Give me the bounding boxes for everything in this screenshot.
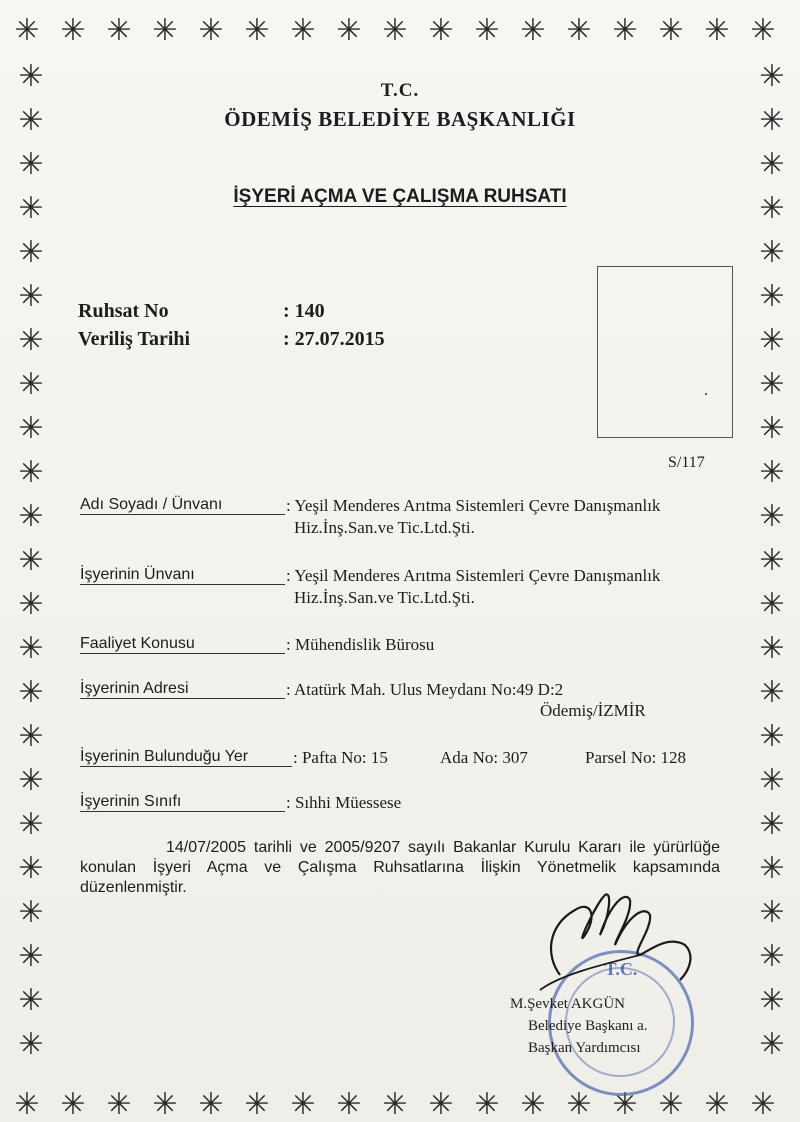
ornament-icon: ✳ [428,13,454,48]
ornament-icon: ✳ [18,191,44,226]
address-label: İşyerinin Adresi [80,680,285,699]
business-title-value-line-1: : Yeşil Menderes Arıtma Sistemleri Çevre Danışmanlık [286,566,661,585]
ornament-icon: ✳ [759,763,785,798]
regulation-statement: 14/07/2005 tarihli ve 2005/9207 sayılı Bakanlar Kurulu Kararı ile yürürlüğe konulan İşyeri Açma ve Çalışma Ruhsatlarına İlişkin Yönetmelik kapsamında düzenlenmiştir. [80,839,720,896]
ornament-icon: ✳ [18,983,44,1018]
activity-value: : Mühendislik Bürosu [286,635,435,654]
ornament-icon: ✳ [704,1087,730,1122]
ornament-icon: ✳ [152,1087,178,1122]
photo-box [597,266,733,438]
ornament-icon: ✳ [759,455,785,490]
ornament-icon: ✳ [658,1087,684,1122]
license-no-value: : 140 [283,300,325,322]
ornament-icon: ✳ [759,59,785,94]
ornament-icon: ✳ [18,411,44,446]
ornament-icon: ✳ [759,279,785,314]
ornament-icon: ✳ [18,103,44,138]
ornament-icon: ✳ [759,367,785,402]
class-label: İşyerinin Sınıfı [80,793,285,812]
ornament-icon: ✳ [759,675,785,710]
signatory-title-line-2: Başkan Yardımcısı [528,1040,641,1056]
ornament-icon: ✳ [382,13,408,48]
address-value-line-1: : Atatürk Mah. Ulus Meydanı No:49 D:2 [286,680,564,699]
ornament-icon: ✳ [18,543,44,578]
ornament-icon: ✳ [198,1087,224,1122]
location-pafta: : Pafta No: 15 [293,748,388,767]
ornament-icon: ✳ [474,1087,500,1122]
ornament-icon: ✳ [382,1087,408,1122]
business-title-label: İşyerinin Ünvanı [80,566,285,585]
ornament-icon: ✳ [704,13,730,48]
ornament-icon: ✳ [18,235,44,270]
ornament-icon: ✳ [759,807,785,842]
ornament-icon: ✳ [290,13,316,48]
license-no-label: Ruhsat No [78,300,169,322]
ornament-icon: ✳ [750,13,776,48]
photo-mark [705,393,707,395]
ornament-icon: ✳ [18,851,44,886]
ornament-icon: ✳ [759,631,785,666]
ornament-icon: ✳ [759,411,785,446]
ornament-icon: ✳ [658,13,684,48]
ornament-icon: ✳ [759,103,785,138]
ornament-icon: ✳ [18,675,44,710]
issue-date-label: Veriliş Tarihi [78,328,191,350]
class-value: : Sıhhi Müessese [286,793,402,812]
authority-name: ÖDEMİŞ BELEDİYE BAŞKANLIĞI [224,107,576,131]
ornament-icon: ✳ [18,939,44,974]
ornament-icon: ✳ [428,1087,454,1122]
ornament-icon: ✳ [18,1027,44,1062]
ornament-icon: ✳ [18,147,44,182]
ornament-icon: ✳ [18,807,44,842]
ornament-icon: ✳ [18,455,44,490]
country-label: T.C. [380,80,420,101]
ornament-icon: ✳ [244,1087,270,1122]
ornament-icon: ✳ [106,1087,132,1122]
ornament-icon: ✳ [750,1087,776,1122]
location-ada: Ada No: 307 [440,748,528,767]
document-title-text: İŞYERİ AÇMA VE ÇALIŞMA RUHSATI [233,186,567,207]
ornament-icon: ✳ [759,543,785,578]
ornament-icon: ✳ [18,763,44,798]
ornament-icon: ✳ [18,279,44,314]
owner-value-line-2: Hiz.İnş.San.ve Tic.Ltd.Şti. [294,518,475,537]
document-title [0,186,800,208]
owner-value-line-1: : Yeşil Menderes Arıtma Sistemleri Çevre Danışmanlık [286,496,661,515]
ornament-icon: ✳ [612,1087,638,1122]
ornament-icon: ✳ [18,631,44,666]
location-label: İşyerinin Bulunduğu Yer [80,748,292,767]
ornament-icon: ✳ [474,13,500,48]
ornament-icon: ✳ [152,13,178,48]
address-value-line-2: Ödemiş/İZMİR [540,701,646,720]
ornament-icon: ✳ [612,13,638,48]
ornament-icon: ✳ [106,13,132,48]
owner-label: Adı Soyadı / Ünvanı [80,496,285,515]
issue-date-value: : 27.07.2015 [283,328,385,350]
ornament-icon: ✳ [759,895,785,930]
ornament-icon: ✳ [759,235,785,270]
ornament-icon: ✳ [290,1087,316,1122]
business-title-value-line-2: Hiz.İnş.San.ve Tic.Ltd.Şti. [294,588,475,607]
reference-code: S/117 [668,454,705,471]
ornament-icon: ✳ [520,13,546,48]
ornament-icon: ✳ [18,587,44,622]
seal-text: T.C. [604,959,638,979]
ornament-icon: ✳ [759,851,785,886]
ornament-icon: ✳ [18,719,44,754]
ornament-icon: ✳ [14,1087,40,1122]
ornament-icon: ✳ [759,939,785,974]
ornament-icon: ✳ [18,367,44,402]
ornament-icon: ✳ [244,13,270,48]
ornament-icon: ✳ [759,191,785,226]
ornament-icon: ✳ [566,1087,592,1122]
ornament-icon: ✳ [759,147,785,182]
ornament-icon: ✳ [759,1027,785,1062]
ornament-icon: ✳ [18,323,44,358]
ornament-icon: ✳ [520,1087,546,1122]
ornament-icon: ✳ [18,895,44,930]
ornament-icon: ✳ [14,13,40,48]
ornament-icon: ✳ [18,59,44,94]
ornament-icon: ✳ [759,323,785,358]
ornament-icon: ✳ [566,13,592,48]
ornament-icon: ✳ [60,1087,86,1122]
ornament-icon: ✳ [336,13,362,48]
ornament-icon: ✳ [336,1087,362,1122]
ornament-icon: ✳ [759,587,785,622]
ornament-icon: ✳ [18,499,44,534]
ornament-icon: ✳ [198,13,224,48]
location-parsel: Parsel No: 128 [585,748,687,767]
signatory-name: M.Şevket AKGÜN [510,996,625,1012]
ornament-icon: ✳ [759,719,785,754]
ornament-icon: ✳ [759,983,785,1018]
ornament-icon: ✳ [759,499,785,534]
signatory-title-line-1: Belediye Başkanı a. [528,1018,648,1034]
activity-label: Faaliyet Konusu [80,635,285,654]
ornament-icon: ✳ [60,13,86,48]
